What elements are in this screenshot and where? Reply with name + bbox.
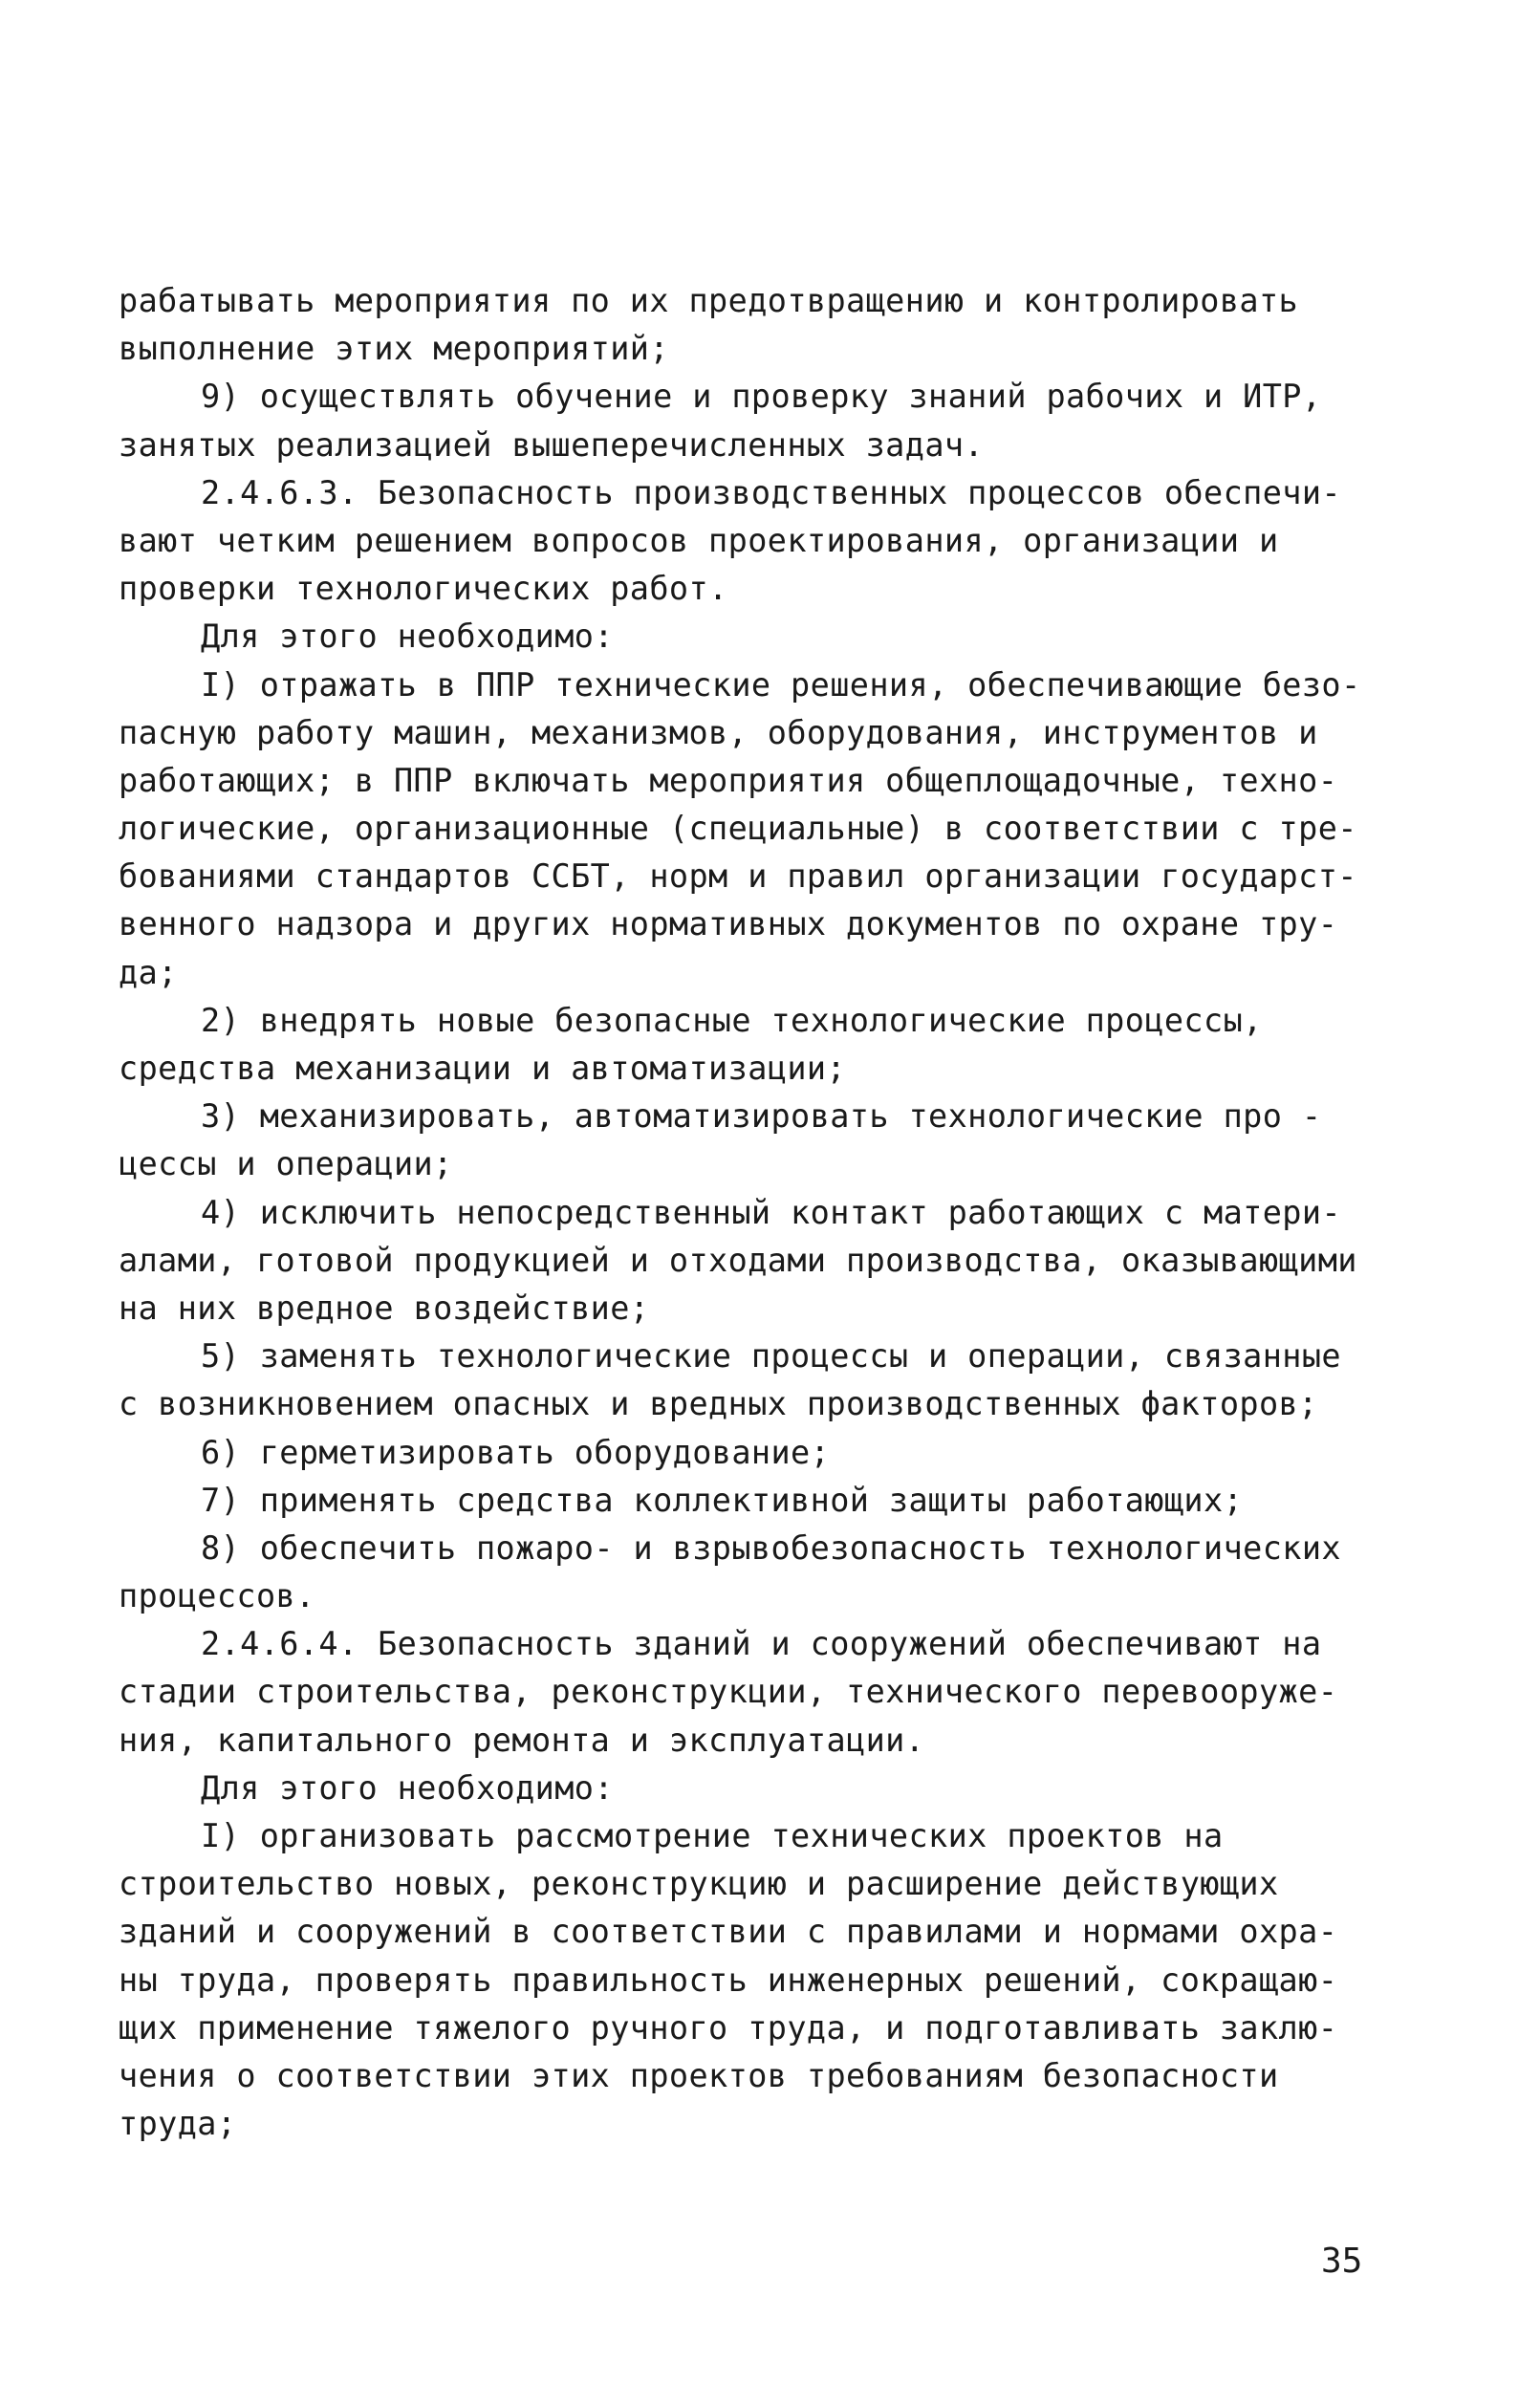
text-line: алами, готовой продукцией и отходами производства, оказывающими bbox=[119, 1241, 1357, 1279]
text-line: труда; bbox=[119, 2105, 237, 2143]
text-line: чения о соответствии этих проектов требованиям безопасности bbox=[119, 2056, 1279, 2094]
page-number: 35 bbox=[1321, 2242, 1363, 2281]
text-line: 4) исключить непосредственный контакт работающих с матери- bbox=[201, 1193, 1341, 1231]
text-line: Для этого необходимо: bbox=[201, 1768, 614, 1807]
text-line: работающих; в ППР включать мероприятия общеплощадочные, техно- bbox=[119, 761, 1338, 799]
text-line: занятых реализацией вышеперечисленных задач. bbox=[119, 425, 985, 464]
text-line: 5) заменять технологические процессы и операции, связанные bbox=[201, 1337, 1341, 1376]
text-line: 2) внедрять новые безопасные технологические процессы, bbox=[201, 1001, 1263, 1039]
text-line: процессов. bbox=[119, 1577, 315, 1615]
text-line: 9) осуществлять обучение и проверку знаний рабочих и ИТР, bbox=[201, 378, 1322, 416]
text-line: зданий и сооружений в соответствии с правилами и нормами охра- bbox=[119, 1913, 1338, 1951]
text-line: стадии строительства, реконструкции, технического перевооруже- bbox=[119, 1673, 1338, 1711]
text-line: бованиями стандартов ССБТ, норм и правил организации государст- bbox=[119, 857, 1357, 896]
text-line: рабатывать мероприятия по их предотвращению и контролировать bbox=[119, 282, 1299, 319]
text-line: цессы и операции; bbox=[119, 1145, 453, 1183]
text-line: строительство новых, реконструкцию и расширение действующих bbox=[119, 1865, 1279, 1903]
text-line: проверки технологических работ. bbox=[119, 570, 728, 608]
text-line: выполнение этих мероприятий; bbox=[119, 330, 669, 368]
text-line: 3) механизировать, автоматизировать технологические про - bbox=[201, 1097, 1322, 1136]
text-line: ния, капитального ремонта и эксплуатации. bbox=[119, 1721, 925, 1759]
text-line: с возникновением опасных и вредных производственных факторов; bbox=[119, 1385, 1318, 1423]
text-line: 7) применять средства коллективной защиты работающих; bbox=[201, 1481, 1244, 1519]
text-line: I) организовать рассмотрение технических проектов на bbox=[201, 1817, 1224, 1854]
text-line: венного надзора и других нормативных документов по охране тру- bbox=[119, 905, 1338, 943]
text-line: Для этого необходимо: bbox=[201, 618, 614, 656]
text-line: 2.4.6.4. Безопасность зданий и сооружений обеспечивают на bbox=[201, 1625, 1322, 1663]
text-line: I) отражать в ППР технические решения, обеспечивающие безо- bbox=[201, 665, 1361, 704]
text-line: средства механизации и автоматизации; bbox=[119, 1050, 847, 1087]
text-line: 8) обеспечить пожаро- и взрывобезопасность технологических bbox=[201, 1528, 1341, 1567]
text-line: ны труда, проверять правильность инженерных решений, сокращаю- bbox=[119, 1961, 1338, 1999]
text-line: 2.4.6.3. Безопасность производственных процессов обеспечи- bbox=[201, 473, 1341, 511]
text-line: на них вредное воздействие; bbox=[119, 1289, 650, 1327]
text-line: пасную работу машин, механизмов, оборудования, инструментов и bbox=[119, 713, 1318, 751]
body-text bbox=[119, 277, 1390, 2148]
text-line: щих применение тяжелого ручного труда, и подготавливать заклю- bbox=[119, 2008, 1338, 2047]
text-line: да; bbox=[119, 953, 178, 991]
text-line: 6) герметизировать оборудование; bbox=[201, 1433, 831, 1471]
text-line: вают четким решением вопросов проектирования, организации и bbox=[119, 521, 1279, 559]
text-line: логические, организационные (специальные) в соответствии с тре- bbox=[119, 810, 1357, 848]
